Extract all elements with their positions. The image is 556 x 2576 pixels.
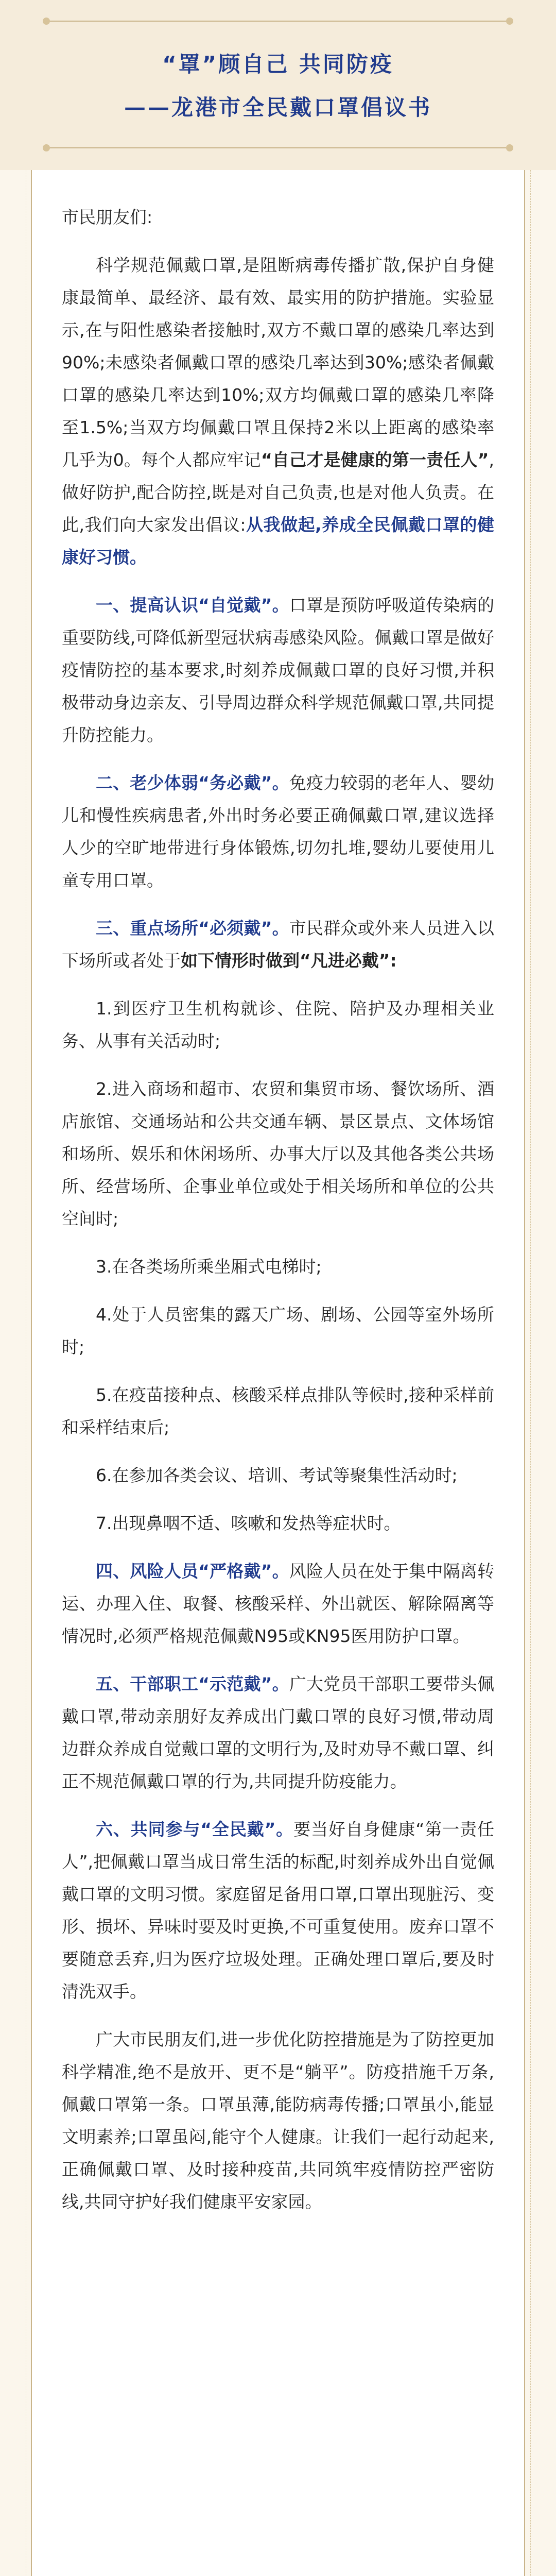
list-item: 7.出现鼻咽不适、咳嗽和发热等症状时。 bbox=[96, 1513, 401, 1533]
section-5-text: 广大党员干部职工要带头佩戴口罩,带动亲朋好友养成出门戴口罩的良好习惯,带动周边群众养成自觉戴口罩的文明行为,及时劝导不戴口罩、纠正不规范佩戴口罩的行为,共同提升防疫能力。 bbox=[62, 1674, 495, 1791]
section-6-title: 六、共同参与“全民戴”。 bbox=[96, 1819, 294, 1839]
section-5 bbox=[62, 1668, 494, 1798]
corner-ornament bbox=[43, 18, 50, 25]
corner-ornament bbox=[506, 144, 513, 151]
header-top-divider bbox=[46, 21, 510, 22]
intro-highlight: “自己才是健康的第一责任人” bbox=[260, 450, 489, 470]
list-item: 3.在各类场所乘坐厢式电梯时; bbox=[96, 1257, 322, 1277]
section-3-title: 三、重点场所“必须戴”。 bbox=[96, 918, 289, 938]
section-3-text: 市民群众或外来人员进入以下场所或者处于 bbox=[62, 918, 495, 971]
section-2-text: 免疫力较弱的老年人、婴幼儿和慢性疾病患者,外出时务必要正确佩戴口罩,建议选择人少的空旷地带进行身体锻炼,切勿扎堆,婴幼儿要使用儿童专用口罩。 bbox=[62, 773, 495, 890]
header-banner bbox=[0, 0, 556, 170]
corner-ornament bbox=[43, 144, 50, 151]
section-2-title: 二、老少体弱“务必戴”。 bbox=[96, 773, 289, 793]
page-subtitle: ——龙港市全民戴口罩倡议书 bbox=[124, 95, 432, 120]
list-item: 4.处于人员密集的露天广场、剧场、公园等室外场所时; bbox=[62, 1304, 494, 1357]
section-3 bbox=[62, 912, 494, 977]
section-4-title: 四、风险人员“严格戴”。 bbox=[96, 1561, 289, 1581]
right-border-decoration bbox=[530, 170, 546, 2576]
page-title: “罩”顾自己 共同防疫 bbox=[162, 52, 394, 77]
section-6 bbox=[62, 1813, 494, 2008]
section-1-text: 口罩是预防呼吸道传染病的重要防线,可降低新型冠状病毒感染风险。佩戴口罩是做好疫情防控的基本要求,时刻养成佩戴口罩的良好习惯,并积极带动身边亲友、引导周边群众科学规范佩戴口罩,共同提升防控能力。 bbox=[62, 595, 495, 745]
left-border-decoration bbox=[10, 170, 26, 2576]
list-item: 2.进入商场和超市、农贸和集贸市场、餐饮场所、酒店旅馆、交通场站和公共交通车辆、景区景点、文体场馆和场所、娱乐和休闲场所、办事大厅以及其他各类公共场所、经营场所、企事业单位或处于相关场所和单位的公共空间时; bbox=[62, 1079, 494, 1229]
list-item: 6.在参加各类会议、培训、考试等聚集性活动时; bbox=[96, 1465, 458, 1485]
section-5-title: 五、干部职工“示范戴”。 bbox=[96, 1674, 289, 1694]
header-bottom-divider bbox=[46, 147, 510, 148]
greeting-text: 市民朋友们: bbox=[62, 207, 153, 227]
intro-text: 科学规范佩戴口罩,是阻断病毒传播扩散,保护自身健康最简单、最经济、最有效、最实用的防护措施。实验显示,在与阳性感染者接触时,双方不戴口罩的感染几率达到90%;未感染者佩戴口罩的感染几率达到30%;感染者佩戴口罩的感染几率达到10%;双方均佩戴口罩的感染几率降至1.5%;当双方均佩戴口罩且保持2米以上距离的感染率几乎为0。每个人都应牢记 bbox=[62, 255, 494, 470]
intro-call-to-action: 从我做起,养成全民佩戴口罩的健康好习惯。 bbox=[62, 515, 494, 567]
section-1-title: 一、提高认识“自觉戴”。 bbox=[96, 595, 289, 615]
intro-paragraph bbox=[62, 249, 494, 573]
list-item: 1.到医疗卫生机构就诊、住院、陪护及办理相关业务、从事有关活动时; bbox=[62, 998, 494, 1051]
closing-paragraph: 广大市民朋友们,进一步优化防控措施是为了防控更加科学精准,绝不是放开、更不是“躺平”。防疫措施千万条,佩戴口罩第一条。口罩虽薄,能防病毒传播;口罩虽小,能显文明素养;口罩虽闷,能守个人健康。让我们一起行动起来,正确佩戴口罩、及时接种疫苗,共同筑牢疫情防控严密防线,共同守护好我们健康平安家园。 bbox=[62, 2029, 494, 2212]
section-3-emphasis: 如下情形时做到“凡进必戴”: bbox=[181, 951, 397, 971]
corner-ornament bbox=[506, 18, 513, 25]
intro-mid-text: ,做好防护,配合防控,既是对自己负责,也是对他人负责。在此,我们向大家发出倡议: bbox=[62, 450, 494, 535]
section-6-text: 要当好自身健康“第一责任人”,把佩戴口罩当成日常生活的标配,时刻养成外出自觉佩戴口罩的文明习惯。家庭留足备用口罩,口罩出现脏污、变形、损坏、异味时要及时更换,不可重复使用。废弃口罩不要随意丢弃,归为医疗垃圾处理。正确处理口罩后,要及时清洗双手。 bbox=[62, 1819, 494, 2002]
list-item: 5.在疫苗接种点、核酸采样点排队等候时,接种采样前和采样结束后; bbox=[62, 1385, 494, 1437]
greeting bbox=[62, 201, 494, 233]
section-1 bbox=[62, 589, 494, 751]
section-4-text: 风险人员在处于集中隔离转运、办理入住、取餐、核酸采样、外出就医、解除隔离等情况时,必须严格规范佩戴N95或KN95医用防护口罩。 bbox=[62, 1561, 495, 1646]
section-2 bbox=[62, 767, 494, 896]
document-body bbox=[62, 201, 494, 2233]
section-4 bbox=[62, 1555, 494, 1652]
